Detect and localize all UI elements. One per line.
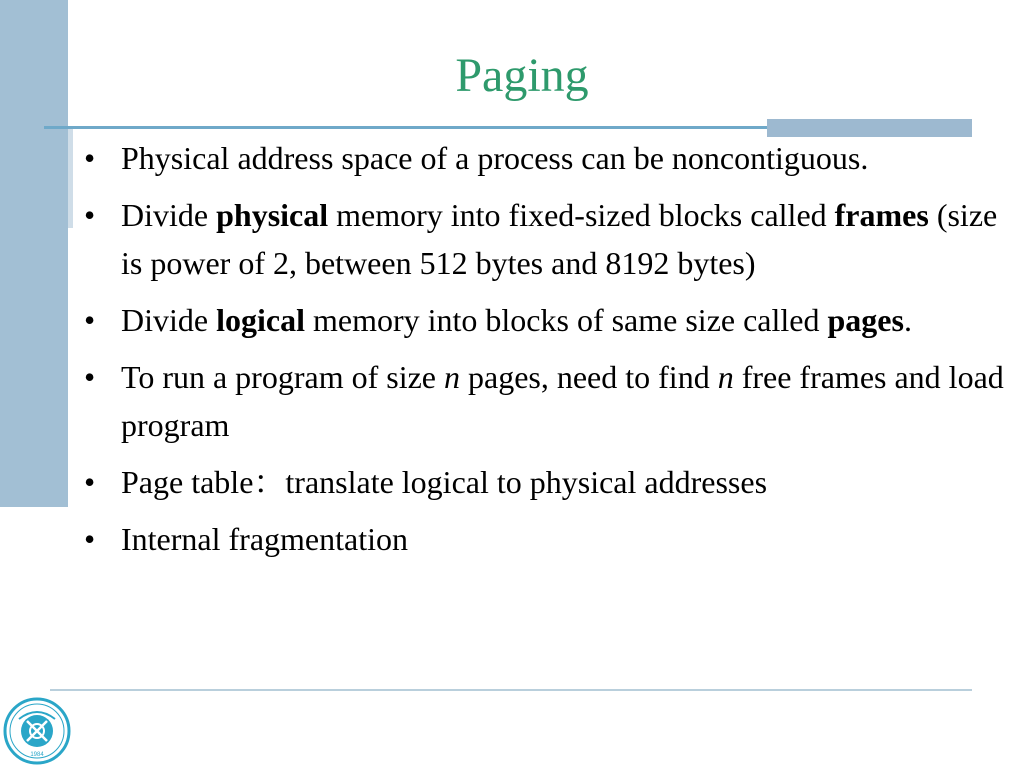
bullet-item [78, 191, 1008, 287]
bullet-item [78, 353, 1008, 449]
left-accent-edge [68, 128, 73, 228]
seal-icon [3, 697, 71, 765]
bullet-text-run: frames [834, 197, 929, 233]
bullet-text-run: memory into fixed-sized blocks called [328, 197, 835, 233]
bullet-text-run: Divide [121, 197, 217, 233]
bullet-dot-icon: • [84, 359, 96, 395]
bullet-text-run: (size is power of 2, between 512 bytes and 8192 bytes) [121, 197, 998, 281]
bullet-text-run: n [717, 359, 734, 395]
bullet-text-run: free frames and load program [121, 359, 1004, 443]
bullet-dot-icon: • [84, 521, 96, 557]
bullet-text-run: pages, need to find [459, 359, 718, 395]
bullet-text-run: Page table：translate logical to physical addresses [121, 464, 768, 500]
bullet-dot-icon: • [84, 140, 96, 176]
bullet-text-run: logical [216, 302, 305, 338]
bullet-text-run: physical [216, 197, 329, 233]
bullet-item [78, 458, 1008, 506]
bullet-dot-icon: • [84, 302, 96, 338]
bullet-dot-icon: • [84, 464, 96, 500]
bullet-text-run: Divide [121, 302, 217, 338]
bullet-text-run: . [903, 302, 912, 338]
bullet-dot-icon: • [84, 197, 96, 233]
bullet-list [78, 134, 1008, 572]
bullet-text-run: n [443, 359, 460, 395]
footer-divider [50, 689, 972, 691]
bullet-text-run: Physical address space of a process can be noncontiguous. [121, 140, 869, 176]
bullet-text-run: pages [827, 302, 904, 338]
bullet-item [78, 134, 1008, 182]
bullet-text-run: To run a program of size [121, 359, 444, 395]
university-seal-logo [3, 697, 71, 765]
seal-year: 1984 [30, 752, 44, 758]
bullet-text-run: Internal fragmentation [121, 521, 408, 557]
bullet-item [78, 515, 1008, 563]
bullet-text-run: memory into blocks of same size called [304, 302, 828, 338]
slide-title: Paging [455, 49, 589, 102]
bullet-item [78, 296, 1008, 344]
